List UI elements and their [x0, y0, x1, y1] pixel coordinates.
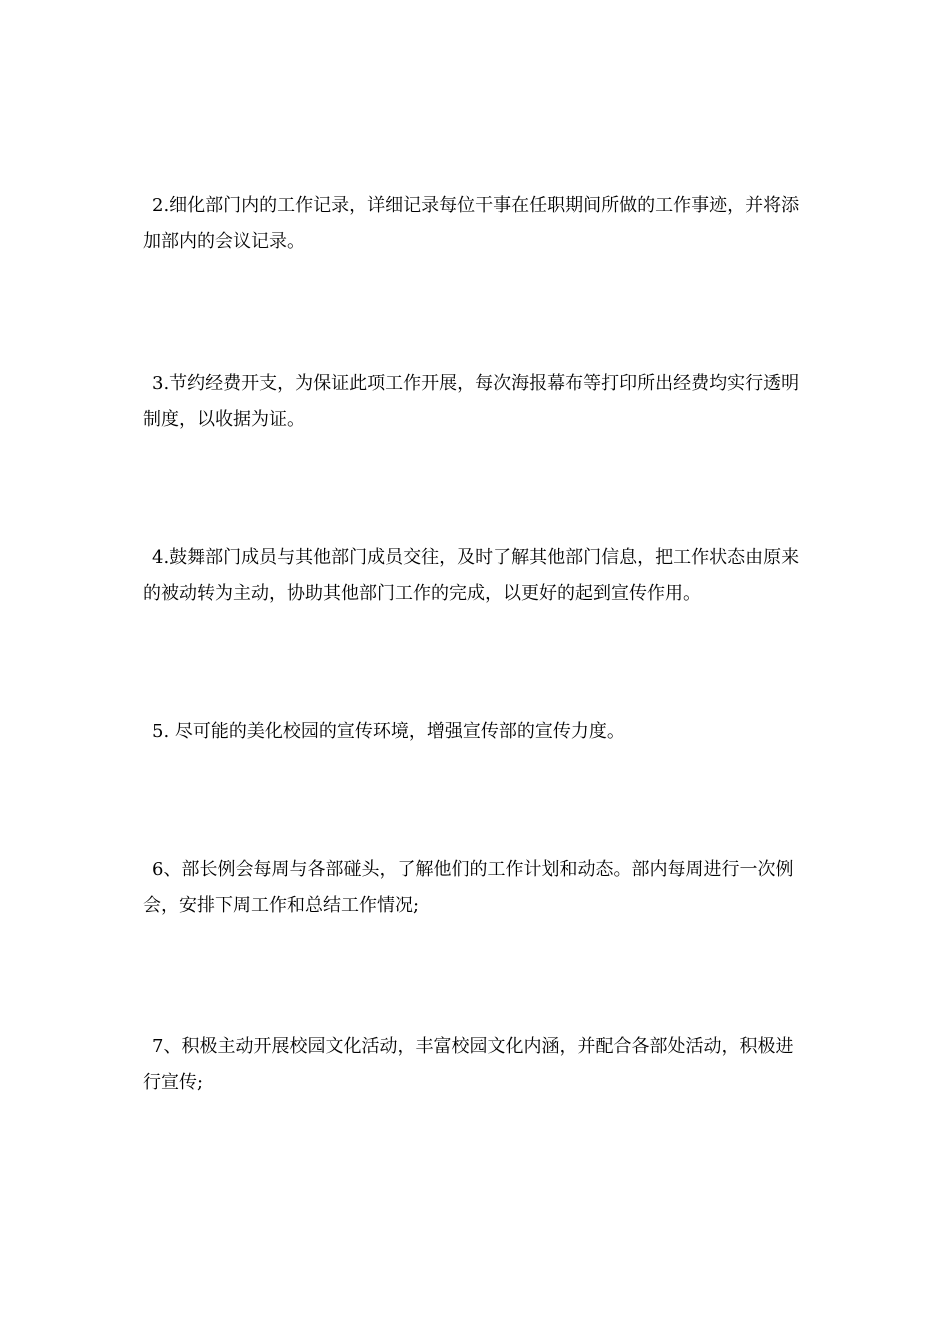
paragraph-item-6: 6、部长例会每周与各部碰头，了解他们的工作计划和动态。部内每周进行一次例会，安排下周工作和总结工作情况;: [143, 859, 794, 916]
paragraph-item-3: 3.节约经费开支，为保证此项工作开展，每次海报幕布等打印所出经费均实行透明制度，以收据为证。: [143, 373, 800, 430]
paragraph-item-5: 5. 尽可能的美化校园的宣传环境，增强宣传部的宣传力度。: [152, 721, 625, 742]
paragraph-item-2: 2.细化部门内的工作记录，详细记录每位干事在任职期间所做的工作事迹，并将添加部内的会议记录。: [143, 195, 800, 252]
paragraph-item-7: 7、积极主动开展校园文化活动，丰富校园文化内涵，并配合各部处活动，积极进行宣传;: [143, 1036, 794, 1093]
paragraph-item-4: 4.鼓舞部门成员与其他部门成员交往，及时了解其他部门信息，把工作状态由原来的被动转为主动，协助其他部门工作的完成，以更好的起到宣传作用。: [143, 547, 800, 604]
